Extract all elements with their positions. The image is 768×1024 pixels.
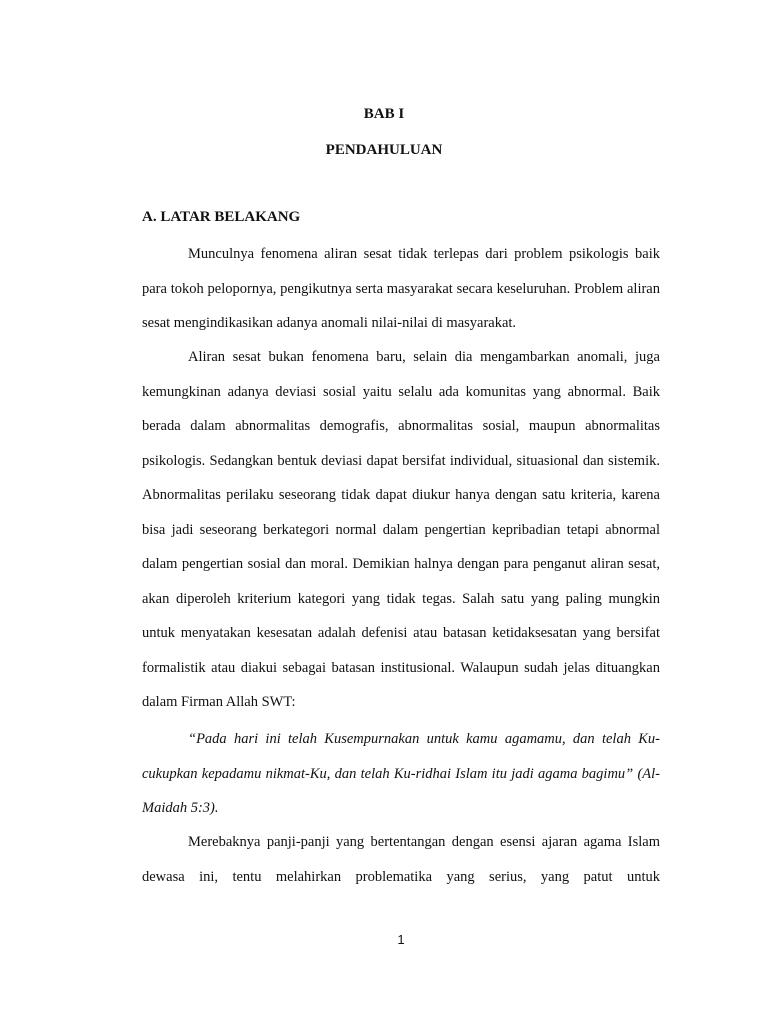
chapter-number: BAB I: [363, 106, 405, 122]
paragraph-3: Merebaknya panji-panji yang bertentangan dengan esensi ajaran agama Islam dewasa ini, tentu melahirkan problematika yang serius, yang patut untuk: [142, 834, 660, 885]
quranic-quote: “Pada hari ini telah Kusempurnakan untuk kamu agamamu, dan telah Ku-cukupkan kepadamu nikmat-Ku, dan telah Ku-ridhai Islam itu jadi agama bagimu” (Al-Maidah 5:3).: [142, 731, 660, 816]
paragraph-2: Aliran sesat bukan fenomena baru, selain dia mengambarkan anomali, juga kemungkinan adanya deviasi sosial yaitu selalu ada komunitas yang abnormal. Baik berada dalam abnormalitas demografis, abnormalitas sosial, maupun abnormalitas psikologis. Sedangkan bentuk deviasi dapat bersifat individual, situasional dan sistemik. Abnormalitas perilaku seseorang tidak dapat diukur hanya dengan satu kriteria, karena bisa jadi seseorang berkategori normal dalam pengertian kepribadian tetapi abnormal dalam pengertian sosial dan moral. Demikian halnya dengan para penganut aliran sesat, akan diperoleh kriterium kategori yang tidak tegas. Salah satu yang paling mungkin untuk menyatakan kesesatan adalah defenisi atau batasan ketidaksesatan yang bersifat formalistik atau diakui sebagai batasan institusional. Walaupun sudah jelas dituangkan dalam Firman Allah SWT:: [142, 349, 660, 710]
paragraph-1: Munculnya fenomena aliran sesat tidak terlepas dari problem psikologis baik para tokoh pelopornya, pengikutnya serta masyarakat secara keseluruhan. Problem aliran sesat mengindikasikan adanya anomali nilai-nilai di masyarakat.: [142, 246, 660, 331]
section-heading: A. LATAR BELAKANG: [142, 209, 301, 225]
page-number: 1: [397, 932, 405, 947]
chapter-title: PENDAHULUAN: [325, 142, 443, 158]
